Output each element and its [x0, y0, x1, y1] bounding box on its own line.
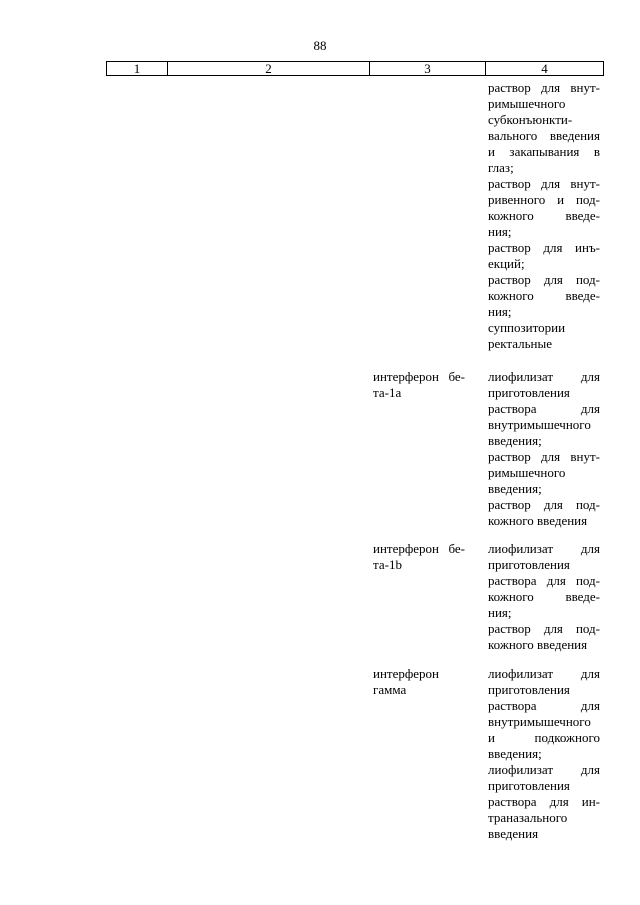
- text-line: и закапывания в: [488, 144, 600, 159]
- text-line: раствор для под-: [488, 621, 600, 636]
- text-line: приготовления: [488, 557, 570, 572]
- text-line: приготовления: [488, 682, 570, 697]
- text-line: кожного введения: [488, 637, 588, 652]
- text-line: та-1a: [373, 385, 402, 400]
- text-line: приготовления: [488, 778, 570, 793]
- text-line: кожного введе-: [488, 208, 600, 223]
- text-line: глаз;: [488, 160, 514, 175]
- text-line: и подкожного: [488, 730, 600, 745]
- header-col-4: 4: [541, 61, 548, 76]
- header-col-1: 1: [107, 62, 168, 75]
- text-line: раствора для под-: [488, 573, 600, 588]
- text-line: введения: [488, 826, 539, 841]
- text-line: кожного введе-: [488, 288, 600, 303]
- text-line: раствора для: [488, 698, 600, 713]
- text-line: римышечного: [488, 465, 566, 480]
- header-col-3: 3: [370, 62, 486, 75]
- text-line: внутримышечного: [488, 714, 591, 729]
- text-line: введения;: [488, 481, 542, 496]
- text-line: суппозитории: [488, 320, 566, 335]
- entry-1-forms: [488, 369, 600, 529]
- text-line: раствор для внут-: [488, 449, 600, 464]
- table-header-row: [106, 61, 604, 76]
- text-line: раствор для внут-: [488, 80, 600, 95]
- text-line: кожного введения: [488, 513, 588, 528]
- entry-3-forms: [488, 666, 600, 842]
- text-line: раствор для инъ-: [488, 240, 600, 255]
- text-line: лиофилизат для: [488, 541, 600, 556]
- text-line: раствора для: [488, 401, 600, 416]
- text-line: раствора для ин-: [488, 794, 600, 809]
- page-number: 88: [313, 38, 327, 53]
- text-line: гамма: [373, 682, 407, 697]
- text-line: траназального: [488, 810, 568, 825]
- text-line: раствор для под-: [488, 497, 600, 512]
- entry-0-forms: [488, 80, 600, 352]
- entry-2-name: [373, 541, 465, 573]
- text-line: введения;: [488, 746, 542, 761]
- text-line: кожного введе-: [488, 589, 600, 604]
- text-line: ния;: [488, 224, 512, 239]
- entry-1-name: [373, 369, 465, 401]
- text-line: субконъюнкти-: [488, 112, 573, 127]
- text-line: раствор для под-: [488, 272, 600, 287]
- text-line: римышечного: [488, 96, 566, 111]
- text-line: ректальные: [488, 336, 553, 351]
- text-line: интерферон бе-: [373, 541, 465, 556]
- text-line: лиофилизат для: [488, 369, 600, 384]
- text-line: ривенного и под-: [488, 192, 600, 207]
- text-line: та-1b: [373, 557, 402, 572]
- header-col-2: 2: [168, 62, 370, 75]
- text-line: екций;: [488, 256, 525, 271]
- text-line: лиофилизат для: [488, 666, 600, 681]
- text-line: раствор для внут-: [488, 176, 600, 191]
- text-line: ния;: [488, 304, 512, 319]
- text-line: интерферон: [373, 666, 440, 681]
- text-line: вального введения: [488, 128, 600, 143]
- text-line: интерферон бе-: [373, 369, 465, 384]
- text-line: приготовления: [488, 385, 570, 400]
- entry-3-name: [373, 666, 465, 698]
- text-line: ния;: [488, 605, 512, 620]
- entry-2-forms: [488, 541, 600, 653]
- text-line: лиофилизат для: [488, 762, 600, 777]
- text-line: внутримышечного: [488, 417, 591, 432]
- text-line: введения;: [488, 433, 542, 448]
